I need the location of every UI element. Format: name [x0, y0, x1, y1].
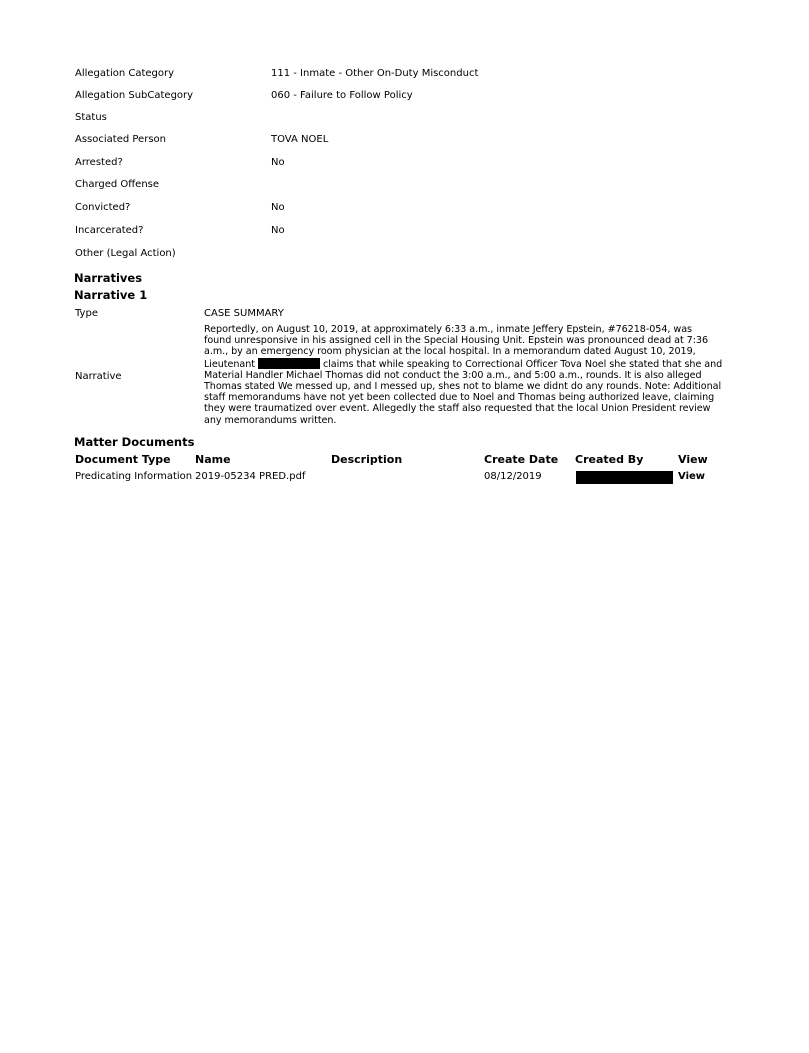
narrative-text — [204, 324, 736, 426]
field-other-legal-action — [75, 248, 735, 262]
column-header-document-type: Document Type — [75, 453, 171, 466]
narrative-line: a.m., by an emergency room physician at the local hospital. In a memorandum dated August 10, 2019, — [204, 346, 696, 358]
field-label: Allegation SubCategory — [75, 90, 194, 101]
narrative-line: they were traumatized over event. Allegedly the staff also requested that the local Union President review — [204, 403, 711, 415]
field-label: Charged Offense — [75, 179, 160, 190]
column-header-created-by: Created By — [575, 453, 644, 466]
document-create-date-cell: 08/12/2019 — [484, 471, 542, 482]
narrative-line: Thomas stated We messed up, and I messed up, shes not to blame we didnt do any rounds. Note: Additional — [204, 381, 722, 393]
narrative-type-value: CASE SUMMARY — [204, 308, 284, 319]
narrative-line: Reportedly, on August 10, 2019, at approximately 6:33 a.m., inmate Jeffery Epstein, #76218-054, was — [204, 324, 692, 335]
field-label: Incarcerated? — [75, 225, 144, 236]
column-header-name: Name — [195, 453, 231, 466]
narrative-line: staff memorandums have not yet been collected due to Noel and Thomas being authorized leave, claiming — [204, 392, 715, 404]
narrative-line: any memorandums written. — [204, 414, 337, 426]
narratives-heading: Narratives — [74, 271, 143, 285]
field-label: Convicted? — [75, 202, 131, 213]
document-name-cell: 2019-05234 PRED.pdf — [195, 471, 306, 482]
narrative-line-redacted — [204, 358, 736, 370]
narrative-label: Narrative — [75, 371, 122, 382]
field-value: No — [271, 225, 285, 236]
field-incarcerated — [75, 225, 735, 239]
column-header-view: View — [678, 453, 708, 466]
narrative-subheading: Narrative 1 — [74, 288, 148, 302]
field-allegation-category — [75, 68, 735, 82]
field-value: TOVA NOEL — [271, 134, 329, 145]
field-arrested — [75, 157, 735, 171]
column-header-create-date: Create Date — [484, 453, 559, 466]
field-value: No — [271, 202, 285, 213]
document-type-cell: Predicating Information — [75, 471, 193, 482]
field-label: Status — [75, 112, 107, 123]
field-label: Arrested? — [75, 157, 123, 168]
view-document-link[interactable]: View — [678, 471, 706, 482]
field-label: Allegation Category — [75, 68, 175, 79]
field-charged-offense — [75, 179, 735, 193]
narrative-line-end: claims that while speaking to Correctional Officer Tova Noel she stated that she and — [322, 358, 723, 370]
field-value: 111 - Inmate - Other On-Duty Misconduct — [271, 68, 479, 79]
field-label: Other (Legal Action) — [75, 248, 176, 259]
field-label: Associated Person — [75, 134, 166, 145]
redaction-block — [258, 358, 320, 369]
field-convicted — [75, 202, 735, 216]
field-value: 060 - Failure to Follow Policy — [271, 90, 413, 101]
field-associated-person — [75, 134, 735, 148]
field-allegation-subcategory — [75, 90, 735, 104]
narrative-line: found unresponsive in his assigned cell in the Special Housing Unit. Epstein was pronounced dead at 7:36 — [204, 335, 709, 347]
field-value: No — [271, 157, 285, 168]
narrative-line-start: Lieutenant — [204, 358, 255, 370]
narrative-line: Material Handler Michael Thomas did not conduct the 3:00 a.m., and 5:00 a.m., rounds. It is also alleged — [204, 369, 702, 381]
column-header-description: Description — [331, 453, 403, 466]
field-status — [75, 112, 735, 126]
matter-documents-heading: Matter Documents — [74, 435, 195, 449]
created-by-redaction-block — [576, 471, 673, 484]
narrative-type-label: Type — [75, 308, 98, 319]
